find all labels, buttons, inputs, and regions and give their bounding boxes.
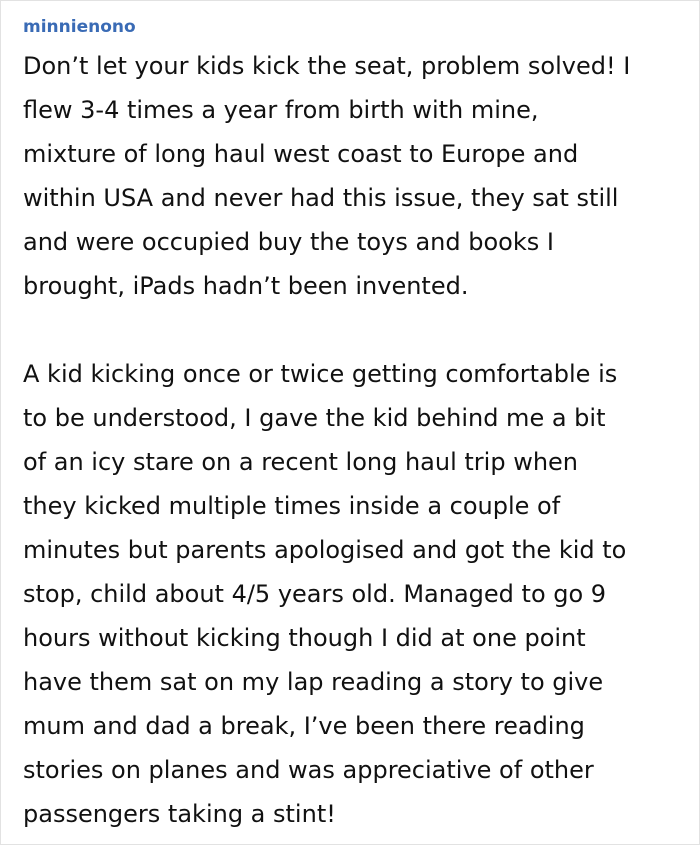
comment-line: have them sat on my lap reading a story to give [23, 668, 604, 696]
comment-line: mixture of long haul west coast to Europe and [23, 140, 579, 168]
comment-line: within USA and never had this issue, they sat still [23, 184, 619, 212]
comment [23, 13, 689, 836]
comment-line: stories on planes and was appreciative of other [23, 756, 594, 784]
comment-line: Don’t let your kids kick the seat, problem solved! I [23, 52, 631, 80]
comment-line: to be understood, I gave the kid behind me a bit [23, 404, 606, 432]
comment-line: stop, child about 4/5 years old. Managed to go 9 [23, 580, 607, 608]
comment-paragraph [23, 352, 689, 836]
comment-line: mum and dad a break, I’ve been there reading [23, 712, 585, 740]
comment-line: and were occupied buy the toys and books I [23, 228, 554, 256]
comment-line: flew 3-4 times a year from birth with mine, [23, 96, 539, 124]
comment-line: hours without kicking though I did at one point [23, 624, 586, 652]
comment-paragraph [23, 44, 689, 308]
comment-line: they kicked multiple times inside a couple of [23, 492, 561, 520]
comment-line: A kid kicking once or twice getting comfortable is [23, 360, 618, 388]
comment-line: of an icy stare on a recent long haul trip when [23, 448, 579, 476]
comment-line: passengers taking a stint! [23, 800, 336, 828]
comment-line: brought, iPads hadn’t been invented. [23, 272, 469, 300]
comment-body [23, 44, 689, 836]
comment-username[interactable]: minnienono [23, 17, 136, 37]
comment-line: minutes but parents apologised and got the kid to [23, 536, 627, 564]
